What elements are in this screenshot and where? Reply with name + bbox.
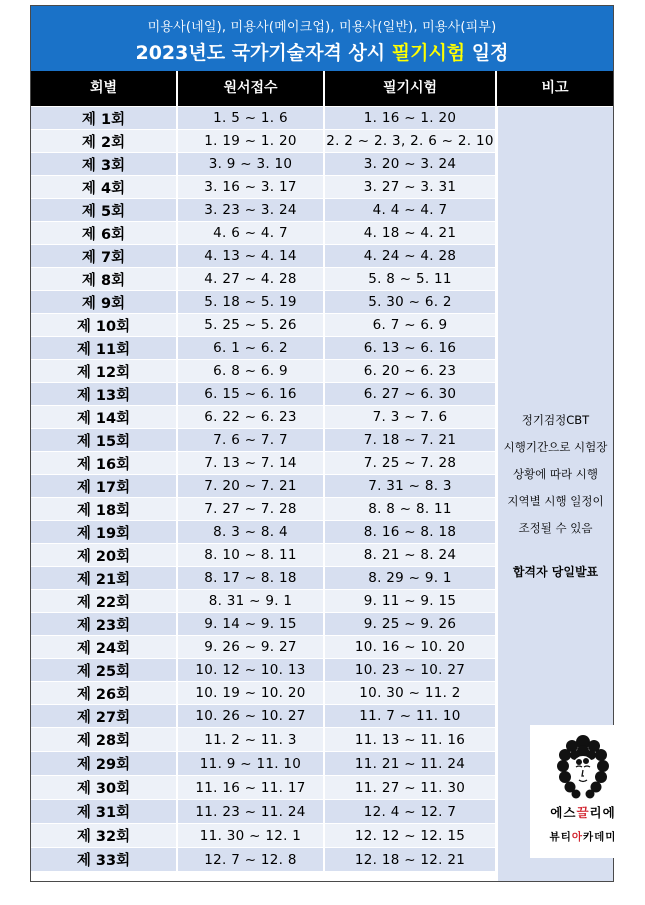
round-cell: 제 7회 (81, 249, 126, 266)
title-highlight: 필기시험 (391, 42, 466, 64)
table-row (31, 245, 497, 268)
exam-cell: 9. 11 ~ 9. 15 (363, 593, 457, 609)
round-cell: 제 15회 (76, 433, 131, 450)
round-cell: 제 24회 (76, 640, 131, 657)
round-cell: 제 17회 (76, 479, 131, 496)
table-row (31, 824, 497, 848)
application-cell: 3. 16 ~ 3. 17 (204, 179, 297, 195)
header-exam: 필기시험 (382, 80, 438, 96)
application-cell: 6. 8 ~ 6. 9 (213, 363, 288, 379)
table-header (31, 71, 613, 106)
application-cell: 5. 18 ~ 5. 19 (204, 294, 297, 310)
exam-cell: 12. 12 ~ 12. 15 (354, 827, 466, 844)
round-cell: 제 13회 (76, 387, 131, 404)
exam-cell: 3. 27 ~ 3. 31 (363, 179, 457, 195)
face-hair-icon (555, 733, 611, 799)
round-cell: 제 20회 (76, 548, 131, 565)
exam-cell: 10. 30 ~ 11. 2 (359, 685, 461, 701)
round-cell: 제 9회 (81, 295, 126, 312)
table-row (31, 475, 497, 498)
table-row (31, 498, 497, 521)
note-line: 상황에 따라 시행 (512, 467, 599, 481)
logo-text: 카데미 (583, 831, 617, 843)
application-cell: 8. 3 ~ 8. 4 (213, 524, 288, 540)
round-cell: 제 22회 (76, 594, 131, 611)
table-row (31, 544, 497, 567)
exam-cell: 7. 3 ~ 7. 6 (372, 409, 448, 425)
round-cell: 제 21회 (76, 571, 131, 588)
round-cell: 제 25회 (76, 663, 131, 680)
table-row (31, 705, 497, 728)
table-row (31, 383, 497, 406)
application-cell: 10. 26 ~ 10. 27 (195, 708, 306, 724)
table-row (31, 337, 497, 360)
column-divider (176, 107, 178, 881)
exam-cell: 11. 21 ~ 11. 24 (354, 755, 466, 772)
application-cell: 1. 19 ~ 1. 20 (204, 133, 297, 149)
exam-cell: 6. 20 ~ 6. 23 (363, 363, 457, 379)
application-cell: 7. 13 ~ 7. 14 (204, 455, 297, 471)
application-cell: 11. 23 ~ 11. 24 (195, 803, 306, 820)
application-cell: 6. 15 ~ 6. 16 (204, 386, 297, 402)
column-divider (323, 107, 325, 881)
round-cell: 제 14회 (76, 410, 131, 427)
application-cell: 10. 12 ~ 10. 13 (195, 662, 306, 678)
round-cell: 제 32회 (76, 829, 131, 845)
round-cell: 제 23회 (76, 617, 131, 634)
exam-cell: 12. 4 ~ 12. 7 (363, 803, 457, 820)
column-divider (495, 107, 497, 881)
table-row (31, 176, 497, 199)
exam-cell: 6. 27 ~ 6. 30 (363, 386, 457, 402)
application-cell: 1. 5 ~ 1. 6 (213, 110, 288, 126)
exam-cell: 11. 7 ~ 11. 10 (359, 708, 461, 724)
table-row (31, 268, 497, 291)
table-row (31, 521, 497, 544)
exam-cell: 11. 13 ~ 11. 16 (354, 731, 466, 748)
note-line: 정기검정CBT (521, 413, 590, 427)
table-row (31, 107, 497, 130)
round-cell: 제 10회 (76, 318, 131, 335)
application-cell: 10. 19 ~ 10. 20 (195, 685, 306, 701)
table-row (31, 848, 497, 872)
exam-cell: 2. 2 ~ 2. 3, 2. 6 ~ 2. 10 (326, 133, 494, 149)
round-cell: 제 19회 (76, 525, 131, 542)
logo-text-accent: 끌 (576, 805, 590, 820)
round-cell: 제 1회 (81, 111, 126, 128)
table-row (31, 406, 497, 429)
table-row (31, 659, 497, 682)
round-cell: 제 29회 (76, 757, 131, 773)
exam-cell: 5. 8 ~ 5. 11 (368, 271, 452, 287)
table-row (31, 636, 497, 659)
exam-cell: 1. 16 ~ 1. 20 (363, 110, 457, 126)
title-prefix: 2023년도 국가기술자격 상시 (135, 42, 392, 64)
round-cell: 제 3회 (81, 157, 126, 174)
table-row (31, 776, 497, 800)
exam-cell: 8. 16 ~ 8. 18 (363, 524, 457, 540)
table-row (31, 728, 497, 752)
exam-schedule-sheet (30, 5, 617, 882)
table-row (31, 199, 497, 222)
application-cell: 11. 30 ~ 12. 1 (199, 827, 302, 844)
note-line: 조정될 수 있음 (518, 521, 593, 535)
application-cell: 4. 27 ~ 4. 28 (204, 271, 297, 287)
table-row (31, 613, 497, 636)
exam-cell: 4. 18 ~ 4. 21 (363, 225, 457, 241)
table-row (31, 752, 497, 776)
application-cell: 8. 31 ~ 9. 1 (208, 593, 293, 609)
exam-cell: 8. 29 ~ 9. 1 (368, 570, 452, 586)
round-cell: 제 27회 (76, 709, 131, 726)
application-cell: 7. 6 ~ 7. 7 (213, 432, 288, 448)
round-cell: 제 2회 (81, 134, 126, 151)
round-cell: 제 31회 (76, 805, 131, 821)
table-row (31, 291, 497, 314)
round-cell: 제 26회 (76, 686, 131, 703)
application-cell: 3. 23 ~ 3. 24 (204, 202, 297, 218)
subtitle: 미용사(네일), 미용사(메이크업), 미용사(일반), 미용사(피부) (147, 20, 497, 35)
application-cell: 8. 17 ~ 8. 18 (204, 570, 297, 586)
exam-cell: 10. 23 ~ 10. 27 (354, 662, 466, 678)
round-cell: 제 5회 (81, 203, 126, 220)
application-cell: 7. 27 ~ 7. 28 (204, 501, 297, 517)
application-cell: 11. 2 ~ 11. 3 (204, 731, 297, 748)
round-cell: 제 12회 (76, 364, 131, 381)
note-line: 지역별 시행 일정이 (507, 494, 604, 508)
exam-cell: 7. 31 ~ 8. 3 (368, 478, 452, 494)
round-cell: 제 33회 (76, 853, 131, 869)
exam-cell: 11. 27 ~ 11. 30 (354, 779, 466, 796)
title-banner (31, 6, 613, 71)
academy-logo (530, 725, 636, 858)
application-cell: 9. 14 ~ 9. 15 (204, 616, 297, 632)
title-suffix: 일정 (465, 42, 509, 64)
page-title (31, 38, 613, 65)
table-row (31, 314, 497, 337)
application-cell: 6. 1 ~ 6. 2 (213, 340, 288, 356)
round-cell: 제 30회 (76, 781, 131, 797)
application-cell: 3. 9 ~ 3. 10 (208, 156, 293, 172)
table-row (31, 429, 497, 452)
application-cell: 12. 7 ~ 12. 8 (204, 851, 297, 868)
header-application: 원서접수 (223, 80, 278, 96)
exam-cell: 6. 13 ~ 6. 16 (363, 340, 457, 356)
table-row (31, 800, 497, 824)
exam-cell: 6. 7 ~ 6. 9 (372, 317, 448, 333)
logo-text: 리에 (589, 805, 616, 820)
application-cell: 7. 20 ~ 7. 21 (204, 478, 297, 494)
application-cell: 11. 9 ~ 11. 10 (199, 755, 302, 772)
table-row (31, 360, 497, 383)
logo-text: 에스 (550, 805, 577, 820)
round-cell: 제 4회 (81, 180, 126, 197)
table-row (31, 452, 497, 475)
round-cell: 제 8회 (81, 272, 126, 289)
table-row (31, 130, 497, 153)
exam-cell: 7. 25 ~ 7. 28 (363, 455, 457, 471)
table-row (31, 222, 497, 245)
table-row (31, 590, 497, 613)
application-cell: 9. 26 ~ 9. 27 (204, 639, 297, 655)
exam-cell: 7. 18 ~ 7. 21 (363, 432, 457, 448)
round-cell: 제 16회 (76, 456, 131, 473)
table-row (31, 682, 497, 705)
header-note: 비고 (541, 80, 569, 96)
note-column (498, 107, 617, 881)
exam-cell: 8. 8 ~ 8. 11 (368, 501, 452, 517)
exam-cell: 4. 24 ~ 4. 28 (363, 248, 457, 264)
exam-cell: 12. 18 ~ 12. 21 (354, 851, 466, 868)
logo-subname (530, 829, 636, 844)
round-cell: 제 11회 (76, 341, 131, 358)
round-cell: 제 6회 (81, 226, 126, 243)
note-text (498, 407, 613, 542)
logo-text-accent: 아 (571, 831, 583, 843)
exam-cell: 10. 16 ~ 10. 20 (354, 639, 466, 655)
header-round: 회별 (89, 80, 118, 96)
round-cell: 제 18회 (76, 502, 131, 519)
exam-cell: 9. 25 ~ 9. 26 (363, 616, 457, 632)
round-cell: 제 28회 (76, 733, 131, 749)
exam-cell: 8. 21 ~ 8. 24 (363, 547, 457, 563)
application-cell: 11. 16 ~ 11. 17 (195, 779, 306, 796)
exam-cell: 4. 4 ~ 4. 7 (372, 202, 448, 218)
application-cell: 6. 22 ~ 6. 23 (204, 409, 297, 425)
note-line: 시행기간으로 시험장 (503, 440, 608, 454)
exam-cell: 5. 30 ~ 6. 2 (368, 294, 452, 310)
logo-name (530, 803, 636, 821)
same-day-result-note: 합격자 당일발표 (512, 565, 599, 579)
exam-cell: 3. 20 ~ 3. 24 (363, 156, 457, 172)
application-cell: 5. 25 ~ 5. 26 (204, 317, 297, 333)
logo-text: 뷰티 (549, 831, 572, 843)
application-cell: 8. 10 ~ 8. 11 (204, 547, 297, 563)
table-row (31, 153, 497, 176)
application-cell: 4. 6 ~ 4. 7 (213, 225, 288, 241)
application-cell: 4. 13 ~ 4. 14 (204, 248, 297, 264)
table-row (31, 567, 497, 590)
